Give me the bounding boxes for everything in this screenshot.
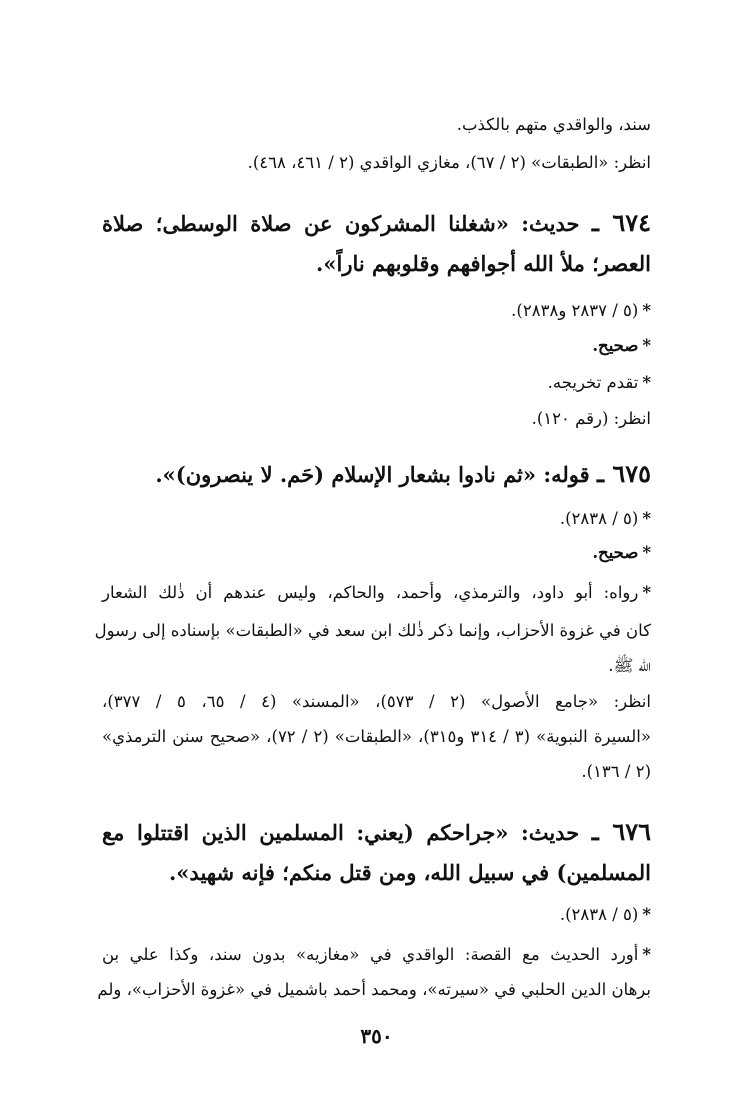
see-also-line: انظر: (رقم ١٢٠).: [531, 409, 651, 428]
bullet-star: *: [642, 945, 651, 964]
see-also-line: «السيرة النبوية» (٣ / ٣١٤ و٣١٥)، «الطبقات» (٢ / ٧٢)، «صحيح سنن الترمذي»: [102, 727, 651, 746]
note-line: [102, 943, 651, 967]
grade-line: [102, 334, 651, 358]
bullet-star: *: [642, 509, 651, 528]
note-line: الله ﷺ.: [608, 656, 651, 675]
note-text: تقدم تخريجه.: [547, 373, 639, 392]
hadith-text: حديث: «جراحكم (يعني: المسلمين الذين اقتتلوا مع: [102, 820, 580, 845]
grade-text: صحيح.: [592, 336, 639, 355]
bullet-star: *: [642, 905, 651, 924]
hadith-675-heading: [102, 459, 651, 490]
bullet-star: *: [642, 583, 651, 602]
see-also-line: انظر: «جامع الأصول» (٢ / ٥٧٣)، «المسند» (٤ / ٦٥، ٥ / ٣٧٧)،: [102, 692, 651, 711]
reference-line: [102, 299, 651, 323]
grade-line: [102, 541, 651, 565]
text-line: سند، والواقدي متهم بالكذب.: [456, 115, 651, 134]
see-also-line: (٢ / ١٣٦).: [581, 762, 651, 781]
reference-line: [102, 903, 651, 927]
reference-text: (٥ / ٢٨٣٧ و٢٨٣٨).: [511, 301, 639, 320]
hadith-676-heading: [102, 817, 651, 848]
reference-text: (٥ / ٢٨٣٨).: [559, 509, 639, 528]
hadith-674-heading: [102, 208, 651, 239]
hadith-number: ٦٧٦ ـ: [591, 817, 651, 846]
reference-text: (٥ / ٢٨٣٨).: [559, 905, 639, 924]
text-line: انظر: «الطبقات» (٢ / ٦٧)، مغازي الواقدي (٢ / ٤٦١، ٤٦٨).: [247, 153, 651, 172]
note-text: أورد الحديث مع القصة: الواقدي في «مغازيه» بدون سند، وكذا علي بن: [102, 945, 639, 964]
bullet-star: *: [642, 543, 651, 562]
hadith-674-heading-cont: العصر؛ ملأ الله أجوافهم وقلوبهم ناراً».: [316, 251, 651, 276]
page-number: ٣٥٠: [360, 1024, 393, 1048]
hadith-text: حديث: «شغلنا المشركون عن صلاة الوسطى؛ صلاة: [102, 211, 580, 236]
hadith-676-heading-cont: المسلمين) في سبيل الله، ومن قتل منكم؛ فإنه شهيد».: [169, 860, 651, 885]
note-line: برهان الدين الحلبي في «سيرته»، ومحمد أحمد باشميل في «غزوة الأحزاب»، ولم: [97, 980, 651, 999]
bullet-star: *: [642, 373, 651, 392]
reference-line: [102, 507, 651, 531]
bullet-star: *: [642, 301, 651, 320]
note-text: رواه: أبو داود، والترمذي، وأحمد، والحاكم، وليس عندهم أن ذٰلك الشعار: [102, 583, 639, 602]
bullet-star: *: [642, 336, 651, 355]
grade-text: صحيح.: [592, 543, 639, 562]
note-line: [102, 371, 651, 395]
hadith-number: ٦٧٥ ـ: [596, 459, 651, 488]
hadith-number: ٦٧٤ ـ: [591, 208, 652, 237]
hadith-text: قوله: «ثم نادوا بشعار الإسلام (حَم. لا ينصرون)».: [155, 462, 590, 487]
note-line: [102, 581, 651, 605]
note-line: كان في غزوة الأحزاب، وإنما ذكر ذٰلك ابن سعد في «الطبقات» بإسناده إلى رسول: [94, 621, 651, 640]
